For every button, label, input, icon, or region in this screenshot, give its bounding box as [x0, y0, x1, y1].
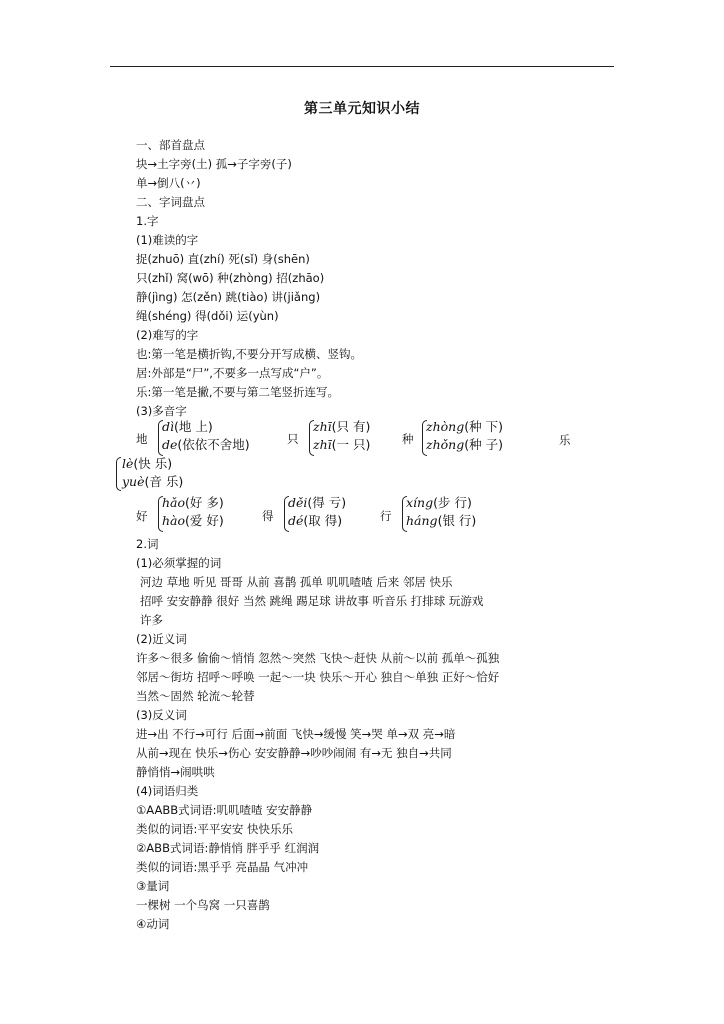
hard-read-row: 静(jìng) 怎(zěn) 跳(tiào) 讲(jiǎng) [136, 290, 321, 304]
polyphone-zhong [402, 418, 532, 458]
polyphone-char: 地 [136, 432, 148, 446]
polyphone-reading: zhòng(种 下) [426, 419, 503, 434]
polyphone-reading: děi(得 亏) [288, 495, 347, 510]
hard-read-row: 只(zhǐ) 窝(wō) 种(zhòng) 招(zhāo) [136, 271, 325, 285]
section2-heading: 二、字词盘点 [136, 195, 205, 209]
synonyms-row: 许多～很多 偷偷～悄悄 忽然～突然 飞快～赶快 从前～以前 孤单～孤独 [136, 651, 500, 665]
polyphone-reading: háng(银 行) [406, 513, 477, 528]
brace-icon [116, 457, 121, 491]
polyphone-reading: dé(取 得) [288, 513, 343, 528]
hard-write-row: 居:外部是“尸”,不要多一点写成“户”。 [136, 366, 329, 380]
polyphone-reading: zhī(一 只) [313, 437, 371, 452]
polyphone-hao [136, 494, 256, 534]
polyphone-de [262, 494, 372, 534]
must-know-row: 招呼 安安静静 很好 当然 跳绳 踢足球 讲故事 听音乐 打排球 玩游戏 [140, 594, 484, 608]
polyphone-char: 得 [262, 509, 274, 523]
hard-write-row: 也:第一笔是横折钩,不要分开写成横、竖钩。 [136, 347, 363, 361]
subsection-characters: 1.字 [136, 214, 159, 228]
antonyms-row: 静悄悄→闹哄哄 [136, 765, 215, 779]
classify-heading: (4)词语归类 [136, 784, 199, 798]
polyphone-reading: lè(快 乐) [122, 456, 173, 471]
radical-line-2: 单→倒八(丷) [136, 176, 201, 190]
polyphone-char: 好 [136, 509, 148, 523]
synonyms-heading: (2)近义词 [136, 632, 187, 646]
polyphone-le [116, 455, 216, 493]
classify-row: 一棵树 一个鸟窝 一只喜鹊 [136, 898, 270, 912]
subsection-words: 2.词 [136, 537, 159, 551]
hard-write-row: 乐:第一笔是撇,不要与第二笔竖折连写。 [136, 385, 340, 399]
page-title: 第三单元知识小结 [304, 101, 420, 117]
polyphone-reading: xíng(步 行) [406, 495, 472, 510]
antonyms-heading: (3)反义词 [136, 708, 187, 722]
antonyms-row: 进→出 不行→可行 后面→前面 飞快→缓慢 笑→哭 单→双 亮→暗 [136, 727, 456, 741]
polyphone-reading: yuè(音 乐) [122, 474, 184, 489]
polyphone-reading: zhī(只 有) [313, 419, 371, 434]
polyphone-reading: dì(地 上) [162, 419, 213, 434]
polyphone-heading: (3)多音字 [136, 404, 187, 418]
classify-row: 类似的词语:黑乎乎 亮晶晶 气冲冲 [136, 860, 309, 874]
polyphone-reading: de(依依不舍地) [162, 437, 250, 452]
hard-write-heading: (2)难写的字 [136, 328, 199, 342]
antonyms-row: 从前→现在 快乐→伤心 安安静静→吵吵闹闹 有→无 独自→共同 [136, 746, 452, 760]
section1-heading: 一、部首盘点 [136, 138, 205, 152]
polyphone-char: 行 [380, 509, 392, 523]
polyphone-reading: zhǒng(种 子) [426, 437, 503, 452]
classify-row: ②ABB式词语:静悄悄 胖乎乎 红润润 [136, 841, 320, 855]
polyphone-di [136, 418, 276, 458]
must-know-row: 许多 [140, 613, 163, 627]
hard-read-row: 绳(shéng) 得(dǒi) 运(yùn) [136, 309, 279, 323]
polyphone-char: 种 [402, 432, 414, 446]
header-rule [110, 66, 614, 67]
must-know-row: 河边 草地 听见 哥哥 从前 喜鹊 孤单 叽叽喳喳 后来 邻居 快乐 [140, 575, 453, 589]
hard-read-row: 捉(zhuō) 直(zhí) 死(sǐ) 身(shēn) [136, 252, 310, 266]
polyphone-char-le: 乐 [559, 433, 571, 447]
classify-row: ③量词 [136, 879, 170, 893]
polyphone-xing [380, 494, 500, 534]
polyphone-zhi [287, 418, 397, 458]
must-know-heading: (1)必须掌握的词 [136, 556, 222, 570]
polyphone-reading: hǎo(好 多) [162, 495, 224, 510]
classify-row: 类似的词语:平平安安 快快乐乐 [136, 822, 294, 836]
polyphone-char: 只 [287, 432, 299, 446]
synonyms-row: 当然～固然 轮流～轮替 [136, 689, 255, 703]
hard-read-heading: (1)难读的字 [136, 233, 199, 247]
classify-row: ①AABB式词语:叽叽喳喳 安安静静 [136, 803, 313, 817]
synonyms-row: 邻居～街坊 招呼～呼唤 一起～一块 快乐～开心 独自～单独 正好～恰好 [136, 670, 500, 684]
classify-row: ④动词 [136, 917, 170, 931]
radical-line-1: 块→土字旁(土) 孤→子字旁(子) [136, 157, 292, 171]
polyphone-reading: hào(爱 好) [162, 513, 224, 528]
